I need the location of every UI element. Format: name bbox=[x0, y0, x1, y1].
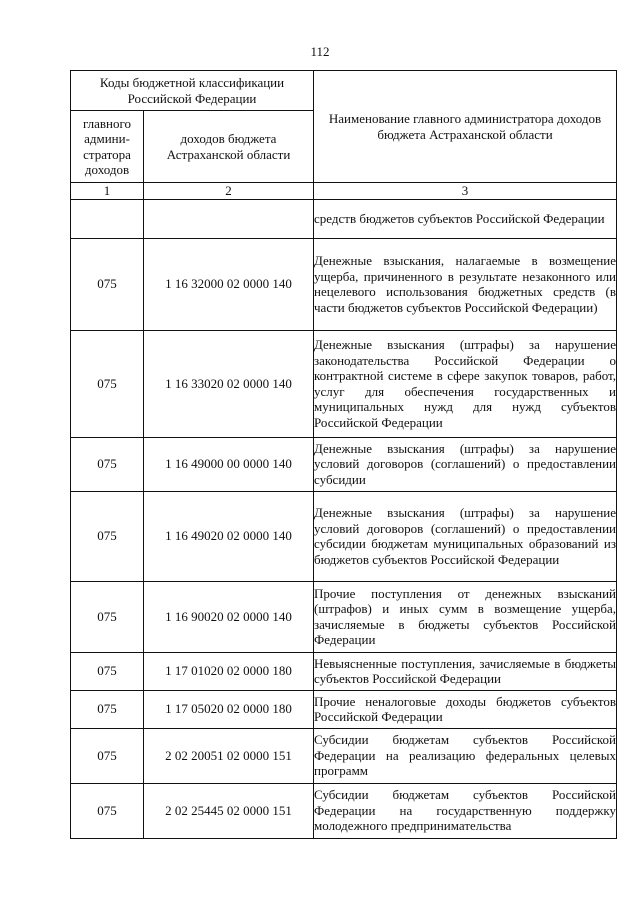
table-row bbox=[71, 238, 617, 330]
table-row bbox=[71, 728, 617, 783]
table-row bbox=[71, 652, 617, 690]
income-code: 1 16 32000 02 0000 140 bbox=[144, 238, 314, 330]
admin-code: 075 bbox=[71, 728, 144, 783]
admin-code: 075 bbox=[71, 652, 144, 690]
description: средств бюджетов субъектов Российской Федерации bbox=[314, 199, 617, 238]
description: Денежные взыскания (штрафы) за нарушение условий договоров (соглашений) о предоставлении субсидии bbox=[314, 437, 617, 491]
column-number-2: 2 bbox=[144, 183, 314, 200]
income-code: 2 02 20051 02 0000 151 bbox=[144, 728, 314, 783]
table-row bbox=[71, 690, 617, 728]
description: Субсидии бюджетам субъектов Российской Федерации на реализацию федеральных целевых программ bbox=[314, 728, 617, 783]
income-code: 1 16 49000 00 0000 140 bbox=[144, 437, 314, 491]
header-income-code: доходов бюджета Астраханской области bbox=[144, 111, 314, 183]
income-code: 1 17 01020 02 0000 180 bbox=[144, 652, 314, 690]
description: Прочие неналоговые доходы бюджетов субъектов Российской Федерации bbox=[314, 690, 617, 728]
description: Денежные взыскания, налагаемые в возмещение ущерба, причиненного в результате незаконного или нецелевого использования бюджетных средств (в части бюджетов субъектов Российской Федерации) bbox=[314, 238, 617, 330]
admin-code: 075 bbox=[71, 581, 144, 652]
page-number: 112 bbox=[310, 44, 330, 59]
income-code: 1 16 49020 02 0000 140 bbox=[144, 491, 314, 581]
column-number-3: 3 bbox=[314, 183, 617, 200]
description: Невыясненные поступления, зачисляемые в бюджеты субъектов Российской Федерации bbox=[314, 652, 617, 690]
table-row bbox=[71, 581, 617, 652]
admin-code: 075 bbox=[71, 437, 144, 491]
description: Денежные взыскания (штрафы) за нарушение законодательства Российской Федерации о контрактной системе в сфере закупок товаров, работ, услуг для обеспечения государственных и муниципальных нужд для нужд субъектов Российской Федерации bbox=[314, 330, 617, 437]
table-row bbox=[71, 199, 617, 238]
table-row bbox=[71, 783, 617, 838]
column-number-1: 1 bbox=[71, 183, 144, 200]
header-main-administrator: главного админи-стратора доходов bbox=[71, 111, 144, 183]
income-code: 1 16 90020 02 0000 140 bbox=[144, 581, 314, 652]
admin-code: 075 bbox=[71, 330, 144, 437]
table-row bbox=[71, 491, 617, 581]
header-codes-group: Коды бюджетной классификации Российской Федерации bbox=[71, 71, 314, 111]
income-code: 1 16 33020 02 0000 140 bbox=[144, 330, 314, 437]
admin-code: 075 bbox=[71, 491, 144, 581]
income-code: 2 02 25445 02 0000 151 bbox=[144, 783, 314, 838]
table-row bbox=[71, 437, 617, 491]
admin-code: 075 bbox=[71, 783, 144, 838]
description: Прочие поступления от денежных взысканий (штрафов) и иных сумм в возмещение ущерба, зачисляемые в бюджеты субъектов Российской Федерации bbox=[314, 581, 617, 652]
admin-code: 075 bbox=[71, 238, 144, 330]
budget-classification-table bbox=[70, 70, 617, 839]
admin-code bbox=[71, 199, 144, 238]
description: Денежные взыскания (штрафы) за нарушение условий договоров (соглашений) о предоставлении субсидии бюджетам муниципальных образований из бюджетов субъектов Российской Федерации bbox=[314, 491, 617, 581]
table-row bbox=[71, 330, 617, 437]
description: Субсидии бюджетам субъектов Российской Федерации на государственную поддержку молодежного предпринимательства bbox=[314, 783, 617, 838]
admin-code: 075 bbox=[71, 690, 144, 728]
income-code: 1 17 05020 02 0000 180 bbox=[144, 690, 314, 728]
income-code bbox=[144, 199, 314, 238]
header-administrator-name: Наименование главного администратора доходов бюджета Астраханской области bbox=[314, 71, 617, 183]
